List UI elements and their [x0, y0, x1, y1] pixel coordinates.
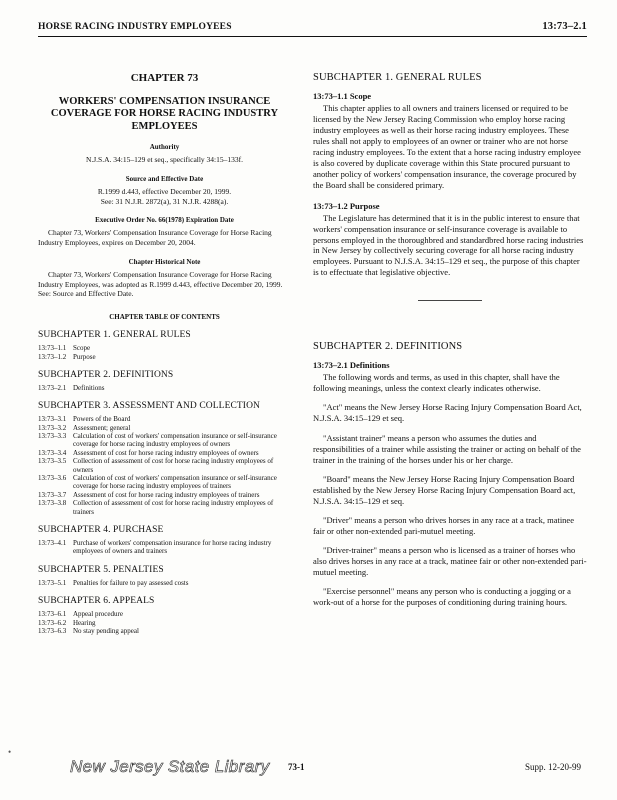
toc-subchapter-2	[38, 370, 291, 392]
chapter-label: CHAPTER 73	[130, 72, 199, 84]
toc-entry	[38, 424, 291, 432]
toc-entry	[38, 457, 291, 474]
toc-entry-text: Calculation of cost of workers' compensation insurance or self-insurance coverage for horse racing industry employees of owners	[73, 432, 277, 449]
authority-heading: Authority	[149, 143, 180, 152]
toc-entry-text: Powers of the Board	[73, 415, 131, 424]
toc-entry-number: 13:73–3.4	[38, 448, 67, 457]
supplement-date: Supp. 12-20-99	[525, 762, 581, 772]
page-number: 73-1	[288, 762, 305, 772]
definition-act: "Act" means the New Jersey Horse Racing Injury Compensation Board Act, N.J.S.A. 34:15–129 et seq.	[313, 402, 582, 424]
toc-entry-text: Definitions	[73, 383, 105, 392]
chapter-title: WORKERS' COMPENSATION INSURANCE COVERAGE FOR HORSE RACING INDUSTRY EMPLOYEES	[50, 96, 279, 132]
authority-text: N.J.S.A. 34:15–129 et seq., specifically 34:15–133f.	[85, 155, 244, 165]
toc-subchapter-1	[38, 330, 291, 361]
toc-entry-number: 13:73–3.3	[38, 432, 67, 441]
toc-subchapter-title: SUBCHAPTER 4. PURCHASE	[38, 524, 164, 535]
toc-entry	[38, 353, 291, 361]
historical-note-text: Chapter 73, Workers' Compensation Insurance Coverage for Horse Racing Industry Employees, was adopted as R.1999 d.443, effective December 20, 1999. See: Source and Effective Date.	[38, 269, 283, 299]
toc-entry-number: 13:73–3.7	[38, 490, 67, 499]
source-line-1: R.1999 d.443, effective December 20, 1999.	[97, 186, 232, 196]
toc-entry-number: 13:73–3.1	[38, 415, 67, 424]
running-header	[38, 20, 587, 37]
toc-entry-text: Scope	[73, 344, 91, 353]
toc-entry-text: Purpose	[73, 352, 96, 361]
source-text	[38, 187, 291, 207]
toc-entry-text: Assessment of cost for horse racing industry employees of owners	[73, 448, 259, 457]
toc-entry-text: Calculation of cost of workers' compensation insurance or self-insurance coverage for horse racing industry employees of trainers	[73, 474, 277, 491]
section-scope-text: This chapter applies to all owners and trainers licensed or required to be licensed by the New Jersey Racing Commission who employ horse racing industry employees as well as their horse racing industry employees. These rules shall not apply to employees of an owner or trainer who are not horse racing industry employees. To the extent that a horse racing industry employee is also covered by duplicate coverage within this State procured pursuant to another policy of workers' compensation insurance, the coverage procured by the Board shall be considered primary.	[313, 103, 581, 190]
toc-entry-text: Hearing	[73, 618, 96, 627]
toc-subchapter-6	[38, 596, 291, 635]
executive-order-text: Chapter 73, Workers' Compensation Insurance Coverage for Horse Racing Industry Employees, expires on December 20, 2004.	[38, 228, 272, 248]
toc-entry-number: 13:73–6.2	[38, 618, 67, 627]
toc-entry-text: Assessment of cost for horse racing industry employees of trainers	[73, 490, 260, 499]
toc-entry	[38, 579, 291, 587]
subchapter-1-heading: SUBCHAPTER 1. GENERAL RULES	[313, 72, 482, 83]
section-scope-title: 13:73–1.1 Scope	[313, 91, 372, 101]
toc-entry-text: Purchase of workers' compensation insurance for horse racing industry employees of owners and trainers	[73, 538, 272, 556]
section-purpose-title: 13:73–1.2 Purpose	[313, 200, 380, 211]
section-divider	[418, 300, 482, 301]
toc-entry	[38, 499, 291, 516]
toc-subchapter-title: SUBCHAPTER 2. DEFINITIONS	[38, 369, 174, 380]
margin-mark: •	[8, 747, 12, 757]
toc-entry	[38, 474, 291, 491]
section-definitions-title: 13:73–2.1 Definitions	[313, 360, 390, 371]
toc-entry-text: Collection of assessment of cost for horse racing industry employees of owners	[73, 457, 274, 474]
toc-entry	[38, 610, 291, 618]
right-column	[313, 72, 587, 616]
section-purpose-text: The Legislature has determined that it is in the public interest to ensure that workers' compensation insurance or self-insurance coverage is available to persons employed in the thoroughbred and standardbred horse racing industries in New Jersey by collectively securing coverage for all horse racing industry employees. Pursuant to N.J.S.A. 34:15–129 et seq., the purpose of this chapter is to effectuate that legislative objective.	[313, 212, 584, 278]
page-footer	[0, 757, 617, 784]
toc-subchapter-title: SUBCHAPTER 3. ASSESSMENT AND COLLECTION	[38, 401, 260, 412]
toc-entry-number: 13:73–4.1	[38, 538, 67, 547]
toc-entry-number: 13:73–1.2	[38, 352, 67, 361]
toc-entry	[38, 415, 291, 423]
definitions-intro: The following words and terms, as used in this chapter, shall have the following meanings, unless the context clearly indicates otherwise.	[313, 372, 560, 394]
toc-subchapter-title: SUBCHAPTER 5. PENALTIES	[38, 564, 164, 575]
toc-entry	[38, 384, 291, 392]
toc-heading: CHAPTER TABLE OF CONTENTS	[109, 313, 220, 322]
toc-entry-text: Appeal procedure	[73, 610, 123, 619]
toc-entry	[38, 344, 291, 352]
toc-entry-text: No stay pending appeal	[73, 626, 139, 635]
toc-entry	[38, 627, 291, 635]
toc-subchapter-title: SUBCHAPTER 1. GENERAL RULES	[38, 330, 191, 341]
toc-entry-number: 13:73–3.2	[38, 423, 67, 432]
toc-subchapter-3	[38, 401, 291, 516]
left-column	[38, 72, 291, 635]
toc-entry-number: 13:73–5.1	[38, 578, 67, 587]
source-line-2: See: 31 N.J.R. 2872(a), 31 N.J.R. 4288(a).	[100, 196, 229, 206]
toc-entry	[38, 619, 291, 627]
toc-entry	[38, 432, 291, 449]
definition-assistant-trainer: "Assistant trainer" means a person who assumes the duties and responsibilities of a trainer while assisting the trainer or acting on behalf of the trainer in the training of the horses under his or her charge.	[313, 432, 581, 465]
toc-entry	[38, 539, 291, 556]
toc-entry-number: 13:73–6.3	[38, 626, 67, 635]
subchapter-2-heading: SUBCHAPTER 2. DEFINITIONS	[313, 341, 463, 353]
toc-subchapter-title: SUBCHAPTER 6. APPEALS	[38, 596, 155, 607]
toc-entry	[38, 449, 291, 457]
toc-entry	[38, 491, 291, 499]
toc-subchapter-4	[38, 525, 291, 556]
toc-entry-number: 13:73–3.5	[38, 457, 67, 466]
executive-order-heading: Executive Order No. 66(1978) Expiration Date	[95, 216, 234, 225]
definition-exercise-personnel: "Exercise personnel" means any person who is conducting a jogging or a work-out of a horse for the purposes of conditioning during training hours.	[313, 586, 571, 608]
source-heading: Source and Effective Date	[125, 174, 204, 183]
toc-entry-number: 13:73–6.1	[38, 610, 67, 619]
toc-entry-text: Collection of assessment of cost for horse racing industry employees of trainers	[73, 499, 274, 516]
toc-entry-text: Assessment; general	[73, 423, 131, 432]
toc-entry-number: 13:73–2.1	[38, 383, 67, 392]
library-watermark: New Jersey State Library	[70, 757, 270, 776]
definition-driver: "Driver" means a person who drives horses in any race at a track, matinee fair or other non-extended pari-mutuel meeting.	[313, 514, 574, 536]
toc-entry-text: Penalties for failure to pay assessed costs	[73, 578, 189, 587]
toc-subchapter-5	[38, 565, 291, 587]
toc-entry-number: 13:73–3.6	[38, 474, 67, 483]
definition-driver-trainer: "Driver-trainer" means a person who is licensed as a trainer of horses who also drives horses in any race at a track, matinee fair or other non-extended pari-mutuel meeting.	[313, 544, 587, 577]
historical-note-heading: Chapter Historical Note	[128, 257, 201, 266]
header-title: HORSE RACING INDUSTRY EMPLOYEES	[38, 22, 232, 32]
definition-board: "Board" means the New Jersey Horse Racing Injury Compensation Board established by the New Jersey Horse Racing Injury Compensation Board act, N.J.S.A. 34:15–129 et seq.	[313, 473, 576, 506]
toc-entry-number: 13:73–1.1	[38, 344, 67, 353]
header-section-number: 13:73–2.1	[542, 21, 587, 32]
toc-entry-number: 13:73–3.8	[38, 499, 67, 508]
